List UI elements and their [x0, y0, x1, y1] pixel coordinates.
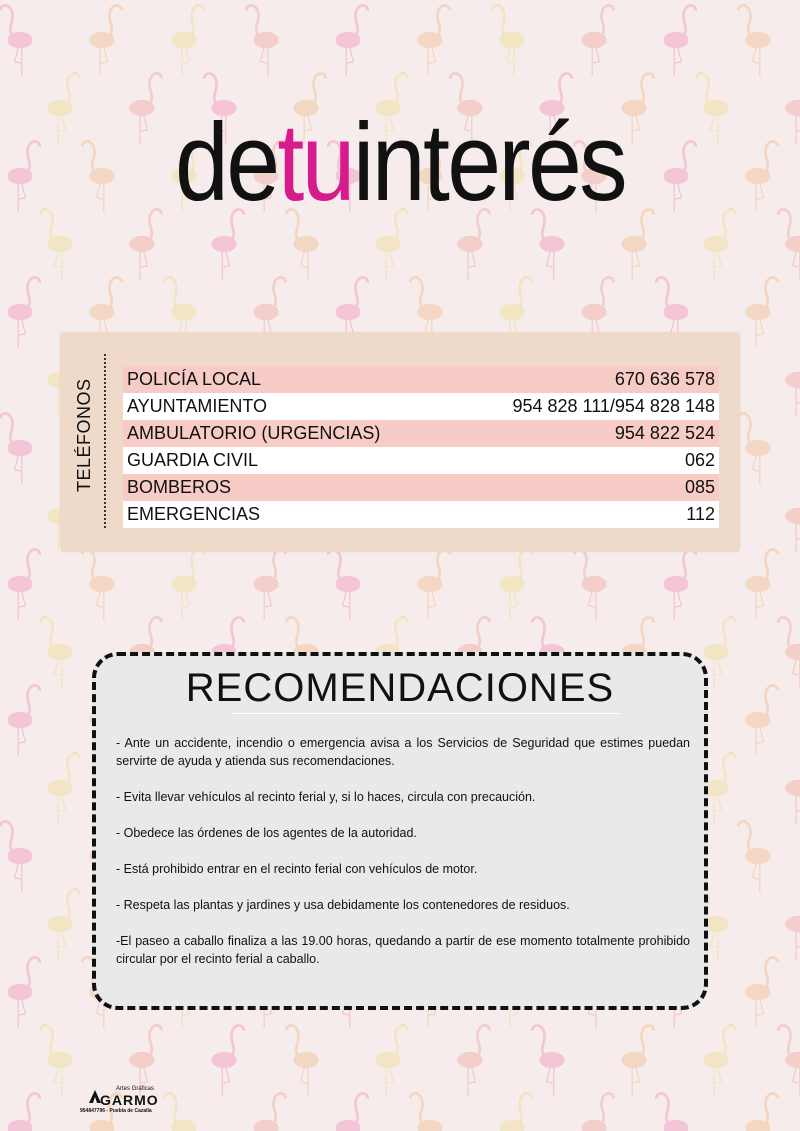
- phone-name: BOMBEROS: [127, 477, 232, 497]
- phone-name: POLICÍA LOCAL: [127, 369, 262, 389]
- flamingo-shape: [785, 481, 800, 552]
- phone-row: [123, 474, 719, 501]
- phone-row: [123, 366, 719, 393]
- footer-contact: 954847796 - Puebla de Cazalla: [80, 1108, 152, 1114]
- flamingo-shape: [7, 141, 39, 212]
- recommendation-item: - Ante un accidente, incendio o emergencia avisa a los Servicios de Seguridad que estimes puedan servirte de ayuda y atienda sus recomendaciones.: [116, 736, 690, 768]
- flamingo-shape: [574, 549, 606, 620]
- page-title: detuinterés: [175, 101, 625, 224]
- flamingo-shape: [47, 889, 79, 960]
- flamingo-shape: [532, 1025, 564, 1096]
- flamingo-shape: [129, 209, 161, 280]
- recommendation-item: -El paseo a caballo finaliza a las 19.00 horas, quedando a partir de ese momento totalmente prohibido circular por el recinto ferial a caballo.: [116, 934, 690, 966]
- phones-table: [123, 366, 719, 528]
- phone-number: 954 828 111/954 828 148: [512, 396, 715, 416]
- flamingo-shape: [328, 549, 360, 620]
- flamingo-shape: [738, 821, 770, 892]
- flamingo-shape: [335, 1093, 367, 1131]
- phone-number: 954 822 524: [614, 423, 715, 443]
- flamingo-shape: [581, 1093, 613, 1131]
- flamingo-shape: [171, 549, 203, 620]
- footer-brand: GARMO: [100, 1092, 159, 1108]
- flamingo-shape: [745, 685, 777, 756]
- flamingo-shape: [40, 209, 72, 280]
- flamingo-shape: [621, 209, 653, 280]
- phone-number: 112: [686, 504, 715, 524]
- flamingo-shape: [663, 549, 695, 620]
- flamingo-shape: [778, 209, 800, 280]
- flamingo-shape: [499, 549, 531, 620]
- flamingo-shape: [7, 957, 39, 1028]
- flamingo-shape: [581, 5, 613, 76]
- flamingo-shape: [703, 1025, 735, 1096]
- flamingo-shape: [47, 753, 79, 824]
- flamingo-shape: [492, 5, 524, 76]
- flamingo-shape: [7, 685, 39, 756]
- phone-row: [123, 393, 719, 420]
- flamingo-shape: [40, 617, 72, 688]
- phone-number: 085: [684, 477, 715, 497]
- flamingo-shape: [335, 5, 367, 76]
- flamingo-shape: [89, 5, 121, 76]
- flamingo-shape: [0, 5, 32, 76]
- flamingo-shape: [7, 1093, 39, 1131]
- flamingo-shape: [417, 549, 449, 620]
- flamingo-shape: [778, 1025, 800, 1096]
- flamingo-shape: [621, 1025, 653, 1096]
- flamingo-shape: [785, 889, 800, 960]
- recommendations-box: [92, 652, 708, 1010]
- phones-panel: [60, 332, 740, 552]
- flamingo-shape: [656, 1093, 688, 1131]
- phone-name: AYUNTAMIENTO: [127, 396, 268, 416]
- phone-number: 062: [684, 450, 715, 470]
- recommendation-item: - Obedece las órdenes de los agentes de la autoridad.: [116, 826, 417, 840]
- phone-row: [123, 501, 719, 528]
- flamingo-shape: [164, 1093, 196, 1131]
- flamingo-shape: [171, 5, 203, 76]
- flamingo-shape: [7, 277, 39, 348]
- phone-name: EMERGENCIAS: [127, 504, 261, 524]
- flamingo-shape: [785, 73, 800, 144]
- flamingo-shape: [0, 413, 32, 484]
- phone-name: AMBULATORIO (URGENCIAS): [127, 423, 381, 443]
- flamingo-shape: [745, 277, 777, 348]
- flamingo-shape: [246, 5, 278, 76]
- title-underline: [232, 713, 620, 714]
- flamingo-shape: [253, 1093, 285, 1131]
- recommendation-item: - Está prohibido entrar en el recinto ferial con vehículos de motor.: [116, 862, 478, 876]
- flamingo-shape: [286, 1025, 318, 1096]
- flamingo-shape: [703, 617, 735, 688]
- phone-number: 670 636 578: [614, 369, 715, 389]
- phone-row: [123, 447, 719, 474]
- flamingo-shape: [785, 753, 800, 824]
- dotted-divider: [104, 354, 106, 528]
- recommendation-item: - Respeta las plantas y jardines y usa debidamente los contenedores de residuos.: [116, 898, 570, 912]
- flamingo-shape: [410, 1093, 442, 1131]
- flamingo-shape: [745, 1093, 777, 1131]
- phones-label: TELÉFONOS: [74, 378, 94, 492]
- flamingo-shape: [417, 5, 449, 76]
- flamingo-shape: [778, 617, 800, 688]
- phone-name: GUARDIA CIVIL: [127, 450, 259, 470]
- recommendations-list: [116, 734, 690, 986]
- flamingo-shape: [7, 549, 39, 620]
- flamingo-shape: [211, 1025, 243, 1096]
- flamingo-shape: [457, 1025, 489, 1096]
- recommendation-item: - Evita llevar vehículos al recinto ferial y, si lo haces, circula con precaución.: [116, 790, 536, 804]
- flamingo-shape: [745, 549, 777, 620]
- flamingo-shape: [703, 753, 735, 824]
- flamingo-shape: [0, 821, 32, 892]
- recommendations-title: RECOMENDACIONES: [185, 666, 615, 710]
- flamingo-shape: [703, 209, 735, 280]
- footer-brand-small: Artes Gráficas: [116, 1086, 155, 1092]
- flamingo-shape: [253, 549, 285, 620]
- flamingo-shape: [738, 5, 770, 76]
- flamingo-shape: [663, 5, 695, 76]
- flamingo-shape: [745, 957, 777, 1028]
- flamingo-shape: [40, 1025, 72, 1096]
- flamingo-shape: [785, 345, 800, 416]
- flamingo-shape: [738, 413, 770, 484]
- flamingo-shape: [375, 1025, 407, 1096]
- flamingo-shape: [499, 1093, 531, 1131]
- flamingo-shape: [82, 549, 114, 620]
- phone-row: [123, 420, 719, 447]
